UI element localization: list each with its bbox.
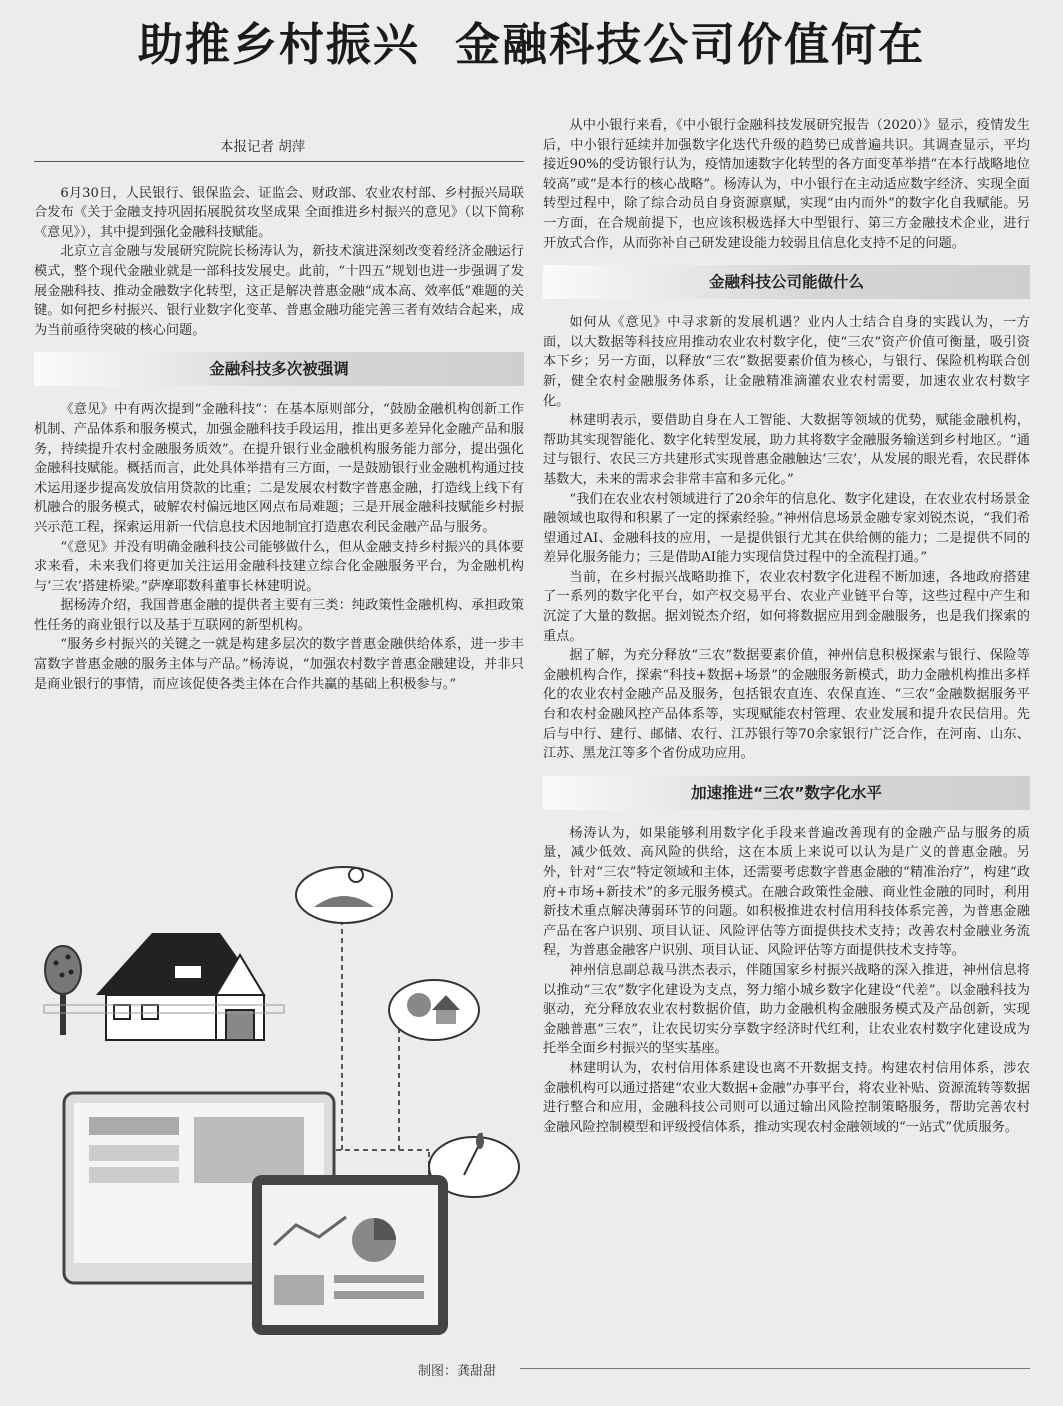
section-heading: 金融科技公司能做什么 (543, 265, 1030, 299)
tablet-icon (252, 1175, 448, 1335)
paragraph: 当前，在乡村振兴战略助推下，农业农村数字化进程不断加速，各地政府搭建了一系列的数字化平台，如产权交易平台、农业产业链平台等，这些过程中产生和沉淀了大量的数据。据刘锐杰介绍，如何将数据应用到金融服务，也是我们探索的重点。 (543, 569, 1030, 644)
byline: 本报记者 胡萍 (34, 138, 524, 162)
divider (520, 1368, 1030, 1369)
illustration-credit: 制图：龚甜甜 (418, 1364, 497, 1379)
paragraph: “我们在农业农村领域进行了20余年的信息化、数字化建设，在农业农村场景金融领域也取得和积累了一定的探索经验。”神州信息场景金融专家刘锐杰说，“我们希望通过AI、金融科技的应用，一是提供银行尤其在供给侧的能力；二是提供不同的差异化服务能力；三是借助AI能力实现信贷过程中的全流程打通。” (543, 491, 1030, 566)
right-column (543, 116, 1030, 1378)
paragraph: 从中小银行来看，《中小银行金融科技发展研究报告（2020）》显示，疫情发生后，中小银行延续并加强数字化迭代升级的趋势已成普遍共识。其调查显示，平均接近90%的受访银行认为，疫情加速数字化转型的各方面变革举措“在本行战略地位较高”或“是本行的核心战略”。杨涛认为，中小银行在主动适应数字经济、实现全面转型过程中，除了综合动员自身资源禀赋，实现“由内而外”的数字化自我赋能。另一方面，在合规前提下，也应该积极选择大中型银行、第三方金融技术企业，进行开放式合作，从而弥补自己研发建设能力较弱且信息化支持不足的问题。 (543, 118, 1030, 251)
paragraph: 神州信息副总裁马洪杰表示，伴随国家乡村振兴战略的深入推进，神州信息将以推动“三农”数字化建设为支点，努力缩小城乡数字化建设“代差”。以金融科技为驱动，充分释放农业农村数据价值，助力金融机构金融服务模式及产品创新，实现金融普惠“三农”，让农民切实分享数字经济时代红利，让农业农村数字化建设成为托举全面乡村振兴的坚实基座。 (543, 962, 1030, 1057)
paragraph: 如何从《意见》中寻求新的发展机遇？业内人士结合自身的实践认为，一方面，以大数据等科技应用推动农业农村数字化，使“三农”资产价值可衡量，吸引资本下乡；另一方面，以释放“三农”数据要素价值为核心，与银行、保险机构联合创新，健全农村金融服务体系，让金融精准滴灌农业农村需要，加速农业农村数字化。 (543, 315, 1030, 409)
section-heading: 加速推进“三农”数字化水平 (543, 776, 1030, 810)
section-heading: 金融科技多次被强调 (34, 352, 524, 386)
paragraph: 杨涛认为，如果能够利用数字化手段来普遍改善现有的金融产品与服务的质量，减少低效、高风险的供给，这在本质上来说可以认为是广义的普惠金融。另外，针对“三农”特定领域和主体，还需要考虑数字普惠金融的“精准治疗”，构建“政府+市场+新技术”的多元服务模式。在融合政策性金融、商业性金融的同时，利用新技术重点解决薄弱环节的问题。如积极推进农村信用科技体系完善，为普惠金融产品在客户识别、项目认证、风险评估等方面提供技术支持；改善农村金融业务流程，为普惠金融客户识别、项目认证、风险评估等方面提供技术支持等。 (543, 825, 1030, 959)
paragraph: 6月30日，人民银行、银保监会、证监会、财政部、农业农村部、乡村振兴局联合发布《关于金融支持巩固拓展脱贫攻坚成果 全面推进乡村振兴的意见》（以下简称《意见》），其中提到强化金融科技赋能。 (34, 185, 524, 240)
paragraph: 据了解，为充分释放“三农”数据要素价值，神州信息积极探索与银行、保险等金融机构合作，探索“科技+数据+场景”的金融服务新模式，助力金融机构推出多样化的农业农村金融产品及服务，包括银农直连、农保直连、“三农”金融数据服务平台和农村金融风控产品体系等，实现赋能农村管理、农业发展和提升农民信用。先后与中行、建行、邮储、农行、江苏银行等70余家银行广泛合作，在河南、山东、江苏、黑龙江等多个省份成功应用。 (543, 648, 1030, 762)
paragraph: 北京立言金融与发展研究院院长杨涛认为，新技术演进深刻改变着经济金融运行模式，整个现代金融业就是一部科技发展史。此前，“十四五”规划也进一步强调了发展金融科技、推动金融数字化转型，这正是解决普惠金融“成本高、效率低”难题的关键。如何把乡村振兴、银行业数字化变革、普惠金融功能完善三者有效结合起来，成为当前亟待突破的核心问题。 (34, 244, 524, 338)
rural-fintech-illustration (34, 845, 524, 1355)
tree-icon (45, 946, 81, 1035)
headline: 助推乡村振兴 金融科技公司价值何在 (137, 18, 926, 71)
paragraph: 据杨涛介绍，我国普惠金融的提供者主要有三类：纯政策性金融机构、承担政策性任务的商业银行以及基于互联网的新型机构。 (34, 598, 524, 633)
house-icon (44, 933, 284, 1040)
cloud-farm-icon (296, 867, 392, 923)
paragraph: 《意见》中有两次提到“金融科技”：在基本原则部分，“鼓励金融机构创新工作机制、产品体系和服务模式，加强金融科技手段运用，推出更多差异化金融产品和服务，持续提升农村金融服务质效”。在提升银行业金融机构服务能力部分，提出强化金融科技赋能。概括而言，此处具体举措有三方面，一是鼓励银行业金融机构通过技术运用逐步提高发放信用贷款的比重；二是发展农村数字普惠金融，打造线上线下有机融合的服务模式，破解农村偏远地区网点布局难题；三是开展金融科技赋能乡村振兴示范工程，探索运用新一代信息技术因地制宜打造惠农利民金融产品与服务。 (34, 402, 524, 535)
paragraph: 林建明认为，农村信用体系建设也离不开数据支持。构建农村信用体系，涉农金融机构可以通过搭建“农业大数据+金融”办事平台，将农业补贴、资源流转等数据进行整合和应用，金融科技公司则可以通过输出风险控制策略服务，帮助完善农村金融风险控制模型和评级授信体系，推动实现农村金融领域的“一站式”优质服务。 (543, 1060, 1030, 1135)
cloud-home-icon (389, 980, 479, 1040)
paragraph: 林建明表示，要借助自身在人工智能、大数据等领域的优势，赋能金融机构，帮助其实现智能化、数字化转型发展，助力其将数字金融服务输送到乡村地区。“通过与银行、农民三方共建形式实现普惠金融触达‘三农’，从发展的眼光看，农民群体基数大，未来的需求会非常丰富和多元化。” (543, 413, 1030, 487)
paragraph: “《意见》并没有明确金融科技公司能够做什么，但从金融支持乡村振兴的具体要求来看，未来我们将更加关注运用金融科技建立综合化金融服务平台，为金融机构与‘三农’搭建桥梁。”萨摩耶数科董事长林建明说。 (34, 539, 524, 594)
left-column (34, 138, 524, 828)
paragraph: “服务乡村振兴的关键之一就是构建多层次的数字普惠金融供给体系，进一步丰富数字普惠金融的服务主体与产品。”杨涛说，“加强农村数字普惠金融建设，并非只是商业银行的事情，而应该促使各类主体在合作共赢的基础上积极参与。” (34, 637, 524, 692)
